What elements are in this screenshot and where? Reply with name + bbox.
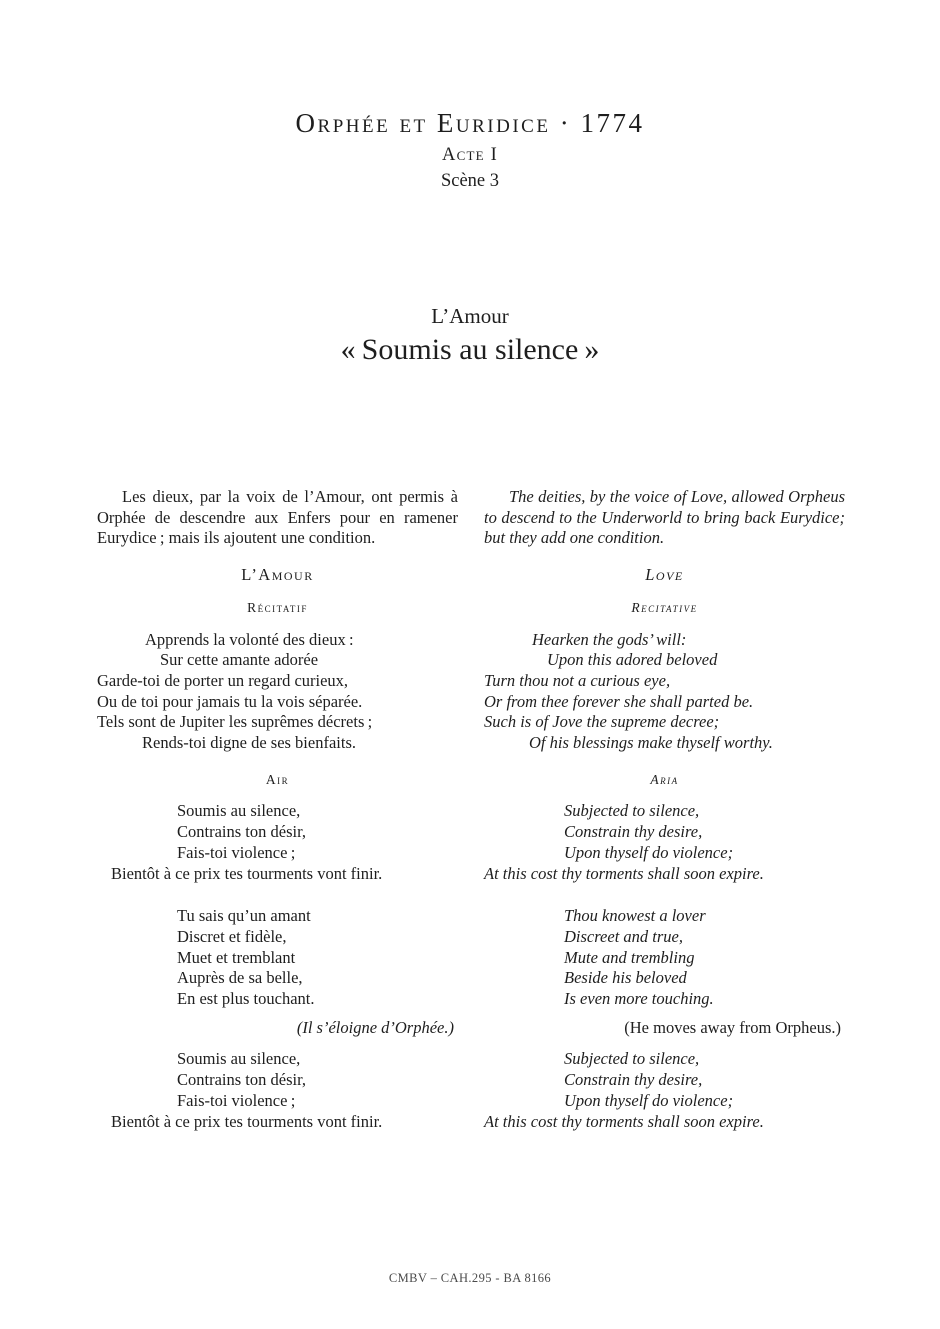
intro-paragraph-fr: Les dieux, par la voix de l’Amour, ont permis à Orphée de descendre aux Enfers pour en ramener Eurydice ; mais ils ajoutent une condition.	[97, 487, 458, 548]
aria-label-en: Aria	[650, 771, 679, 787]
verse-line: Thou knowest a lover	[564, 906, 706, 926]
verse-line: Apprends la volonté des dieux :	[145, 629, 354, 649]
piece-header	[0, 304, 940, 368]
scene-heading: Scène 3	[440, 171, 500, 191]
verse-line: Soumis au silence,	[177, 1049, 301, 1069]
verse-line: Constrain thy desire,	[564, 1070, 703, 1090]
air-stanza3-fr	[97, 1049, 458, 1132]
verse-line: Or from thee forever she shall parted be.	[484, 691, 754, 711]
verse-line: Is even more touching.	[564, 989, 714, 1009]
verse-line: Constrain thy desire,	[564, 822, 703, 842]
air-stanza2-fr	[97, 906, 458, 1010]
verse-line: Contrains ton désir,	[177, 822, 307, 842]
recitative-label-fr: Récitatif	[247, 599, 308, 615]
verse-line: Upon thyself do violence;	[564, 1090, 734, 1110]
footer-text: CMBV – CAH.295 - BA 8166	[388, 1271, 552, 1285]
stage-direction-en: (He moves away from Orpheus.)	[624, 1017, 841, 1037]
verse-line: Subjected to silence,	[564, 1049, 700, 1069]
recitative-label-en: Recitative	[631, 599, 698, 615]
aria-stanza1-en	[484, 801, 845, 884]
verse-line: Auprès de sa belle,	[177, 968, 303, 988]
verse-line: At this cost thy torments shall soon expire.	[484, 1111, 764, 1131]
verse-line: Muet et tremblant	[177, 947, 296, 967]
verse-line: Rends-toi digne de ses bienfaits.	[142, 733, 357, 753]
recitative-verse-fr	[97, 630, 458, 754]
verse-line: Mute and trembling	[564, 947, 695, 967]
verse-line: Bientôt à ce prix tes tourments vont finir.	[111, 863, 383, 883]
verse-line: Sur cette amante adorée	[160, 650, 319, 670]
verse-line: Discret et fidèle,	[177, 926, 287, 946]
verse-line: Upon thyself do violence;	[564, 842, 734, 862]
verse-line: Contrains ton désir,	[177, 1070, 307, 1090]
aria-stanza3-en	[484, 1049, 845, 1132]
verse-line: Discreet and true,	[564, 926, 683, 946]
piece-title: « Soumis au silence »	[340, 333, 600, 366]
verse-line: Turn thou not a curious eye,	[484, 670, 671, 690]
verse-line: Fais-toi violence ;	[177, 1090, 296, 1110]
parallel-text-columns	[97, 487, 845, 1132]
character-name: L’Amour	[431, 304, 509, 328]
verse-line: Such is of Jove the supreme decree;	[484, 712, 720, 732]
recitative-verse-en	[484, 630, 845, 754]
verse-line: Bientôt à ce prix tes tourments vont finir.	[111, 1111, 383, 1131]
verse-line: Fais-toi violence ;	[177, 842, 296, 862]
stage-direction-fr: (Il s’éloigne d’Orphée.)	[296, 1017, 454, 1037]
speaker-heading-fr: L’Amour	[241, 565, 314, 585]
french-column	[97, 487, 458, 1132]
verse-line: Of his blessings make thyself worthy.	[529, 733, 773, 753]
verse-line: Tels sont de Jupiter les suprêmes décrets ;	[97, 712, 373, 732]
english-column	[484, 487, 845, 1132]
air-stanza1-fr	[97, 801, 458, 884]
intro-paragraph-en: The deities, by the voice of Love, allowed Orpheus to descend to the Underworld to bring back Eurydice; but they add one condition.	[484, 487, 845, 548]
verse-line: Tu sais qu’un amant	[177, 906, 311, 926]
verse-line: Ou de toi pour jamais tu la vois séparée.	[97, 691, 363, 711]
verse-line: At this cost thy torments shall soon expire.	[484, 863, 764, 883]
verse-line: Beside his beloved	[564, 968, 687, 988]
verse-line: Subjected to silence,	[564, 801, 700, 821]
page-header	[0, 108, 940, 192]
verse-line: Upon this adored beloved	[547, 650, 718, 670]
verse-line: Soumis au silence,	[177, 801, 301, 821]
speaker-heading-en: Love	[645, 565, 684, 585]
act-heading: Acte I	[442, 145, 498, 165]
verse-line: Hearken the gods’ will:	[532, 629, 687, 649]
air-label-fr: Air	[265, 771, 290, 787]
verse-line: Garde-toi de porter un regard curieux,	[97, 670, 349, 690]
aria-stanza2-en	[484, 906, 845, 1010]
verse-line: En est plus touchant.	[177, 989, 315, 1009]
work-title: Orphée et Euridice · 1774	[295, 108, 645, 138]
